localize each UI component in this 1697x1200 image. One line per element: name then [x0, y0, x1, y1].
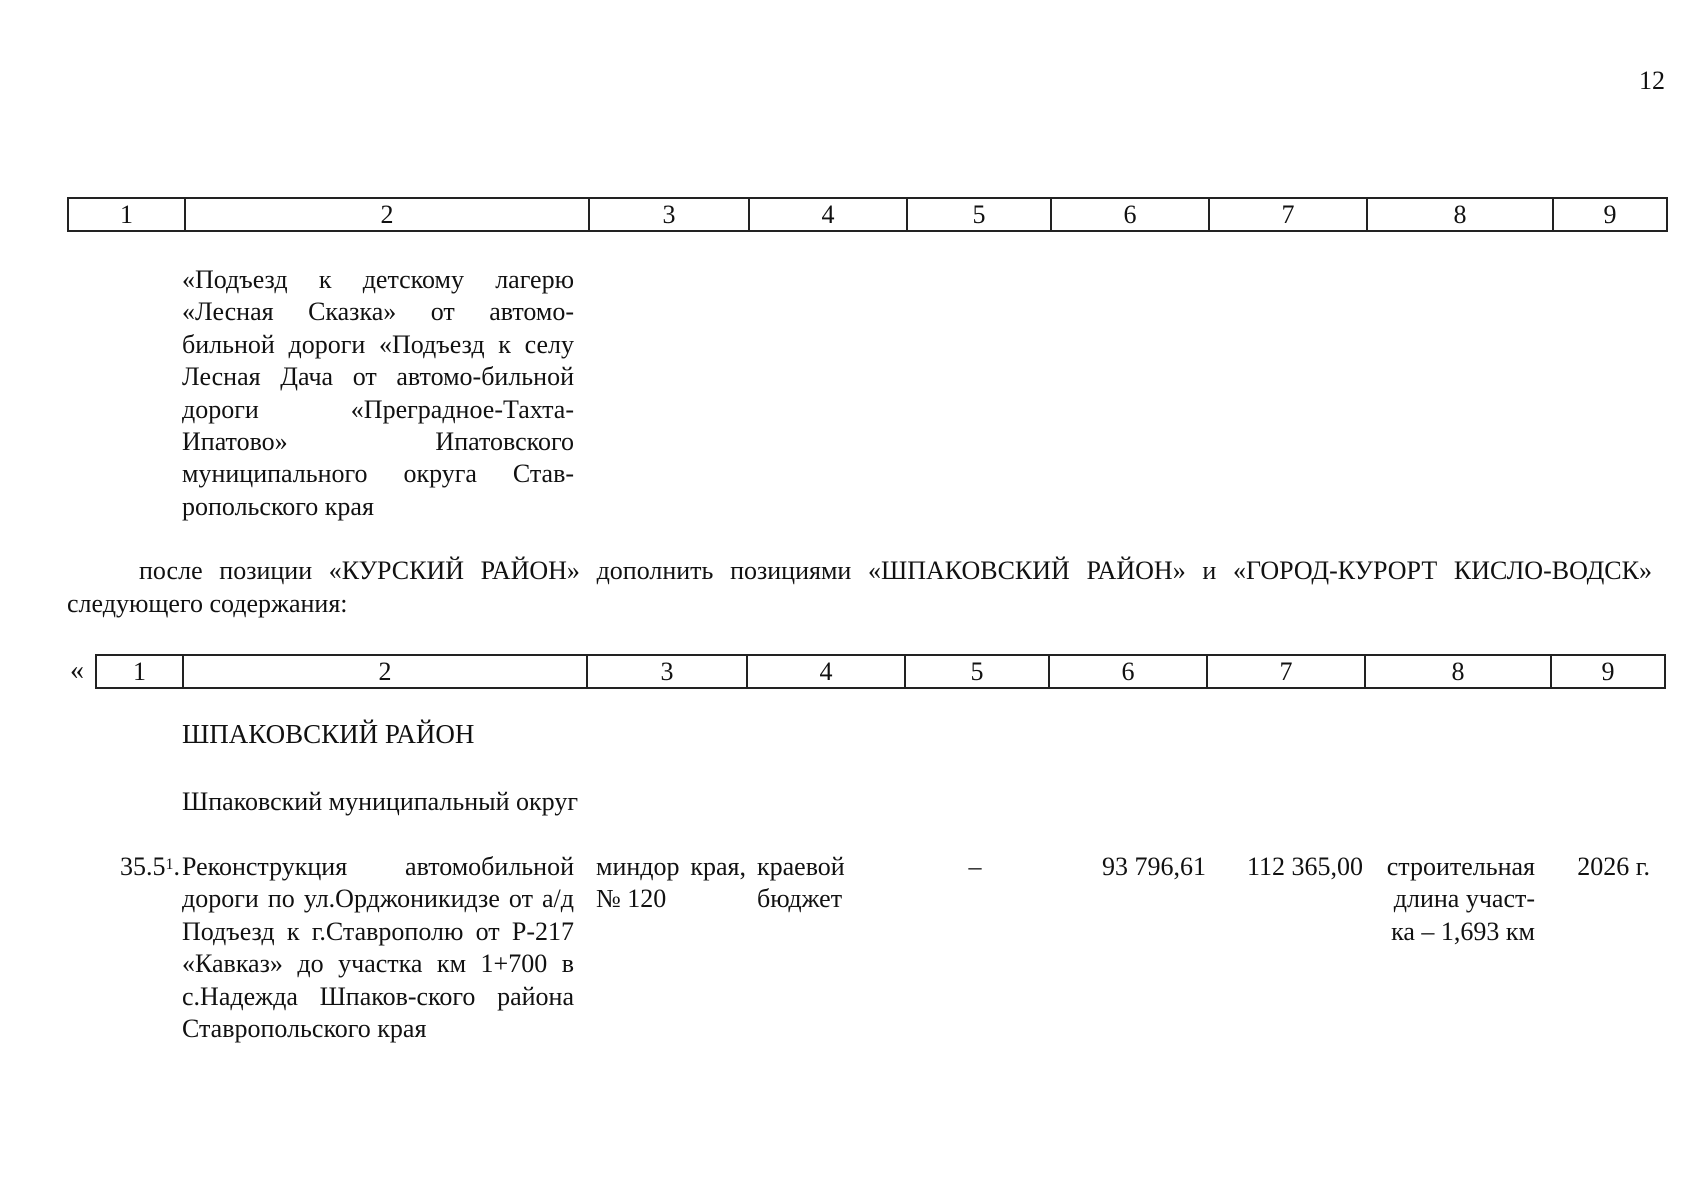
column-number-cell: 7	[1207, 655, 1365, 688]
opening-quote: «	[70, 655, 84, 686]
row-number	[100, 851, 180, 883]
amendment-paragraph: после позиции «КУРСКИЙ РАЙОН» дополнить позициями «ШПАКОВСКИЙ РАЙОН» и «ГОРОД-КУРОРТ КИСЛО-ВОДСК» следующего содержания:	[67, 556, 1652, 618]
column-number-cell: 4	[747, 655, 905, 688]
column-number-cell: 8	[1367, 198, 1553, 231]
column-number-cell: 5	[905, 655, 1049, 688]
column-number-cell: 3	[589, 198, 749, 231]
column-number-cell: 1	[96, 655, 183, 688]
column-number-cell: 2	[185, 198, 589, 231]
row-capacity: строительная длина участ-ка – 1,693 км	[1386, 852, 1535, 946]
column-number-row	[68, 198, 1667, 231]
page-number: 12	[1639, 66, 1665, 95]
row-funding-source: краевой бюджет	[757, 852, 845, 914]
row-customer: миндор края, № 120	[596, 852, 746, 914]
row-col6-value: 93 796,61	[1102, 852, 1206, 881]
column-number-cell: 6	[1051, 198, 1209, 231]
column-number-cell: 4	[749, 198, 907, 231]
row-object-name: Реконструкция автомобильной дороги по ул.Орджоникидзе от а/д Подъезд к г.Ставрополю от Р-217 «Кавказ» до участка км 1+700 в с.Надежда Шпаков-ского района Ставропольского края	[182, 852, 574, 1044]
subsection-title: Шпаковский муниципальный округ	[182, 787, 578, 816]
column-number-cell: 8	[1365, 655, 1551, 688]
column-number-header-table-2	[95, 654, 1666, 689]
row-year: 2026 г.	[1577, 852, 1650, 881]
column-number-cell: 9	[1553, 198, 1667, 231]
column-number-cell: 6	[1049, 655, 1207, 688]
column-number-header-table	[67, 197, 1668, 232]
row-col7-value: 112 365,00	[1246, 852, 1363, 881]
column-number-cell: 1	[68, 198, 185, 231]
column-number-cell: 5	[907, 198, 1051, 231]
row-col5-value: –	[968, 852, 982, 881]
continued-row-name: «Подъезд к детскому лагерю «Лесная Сказка» от автомо-бильной дороги «Подъезд к селу Лесная Дача от автомо-бильной дороги «Преградное-Тахта-Ипатово» Ипатовского муниципального округа Став-ропольского края	[182, 265, 574, 521]
row-number-superscript: 1	[165, 856, 174, 873]
column-number-cell: 7	[1209, 198, 1367, 231]
column-number-cell: 2	[183, 655, 587, 688]
column-number-cell: 9	[1551, 655, 1665, 688]
row-number-main: 35.5	[120, 852, 166, 881]
row-number-suffix: .	[173, 852, 180, 881]
section-title: ШПАКОВСКИЙ РАЙОН	[182, 719, 475, 749]
column-number-cell: 3	[587, 655, 747, 688]
column-number-row	[96, 655, 1665, 688]
